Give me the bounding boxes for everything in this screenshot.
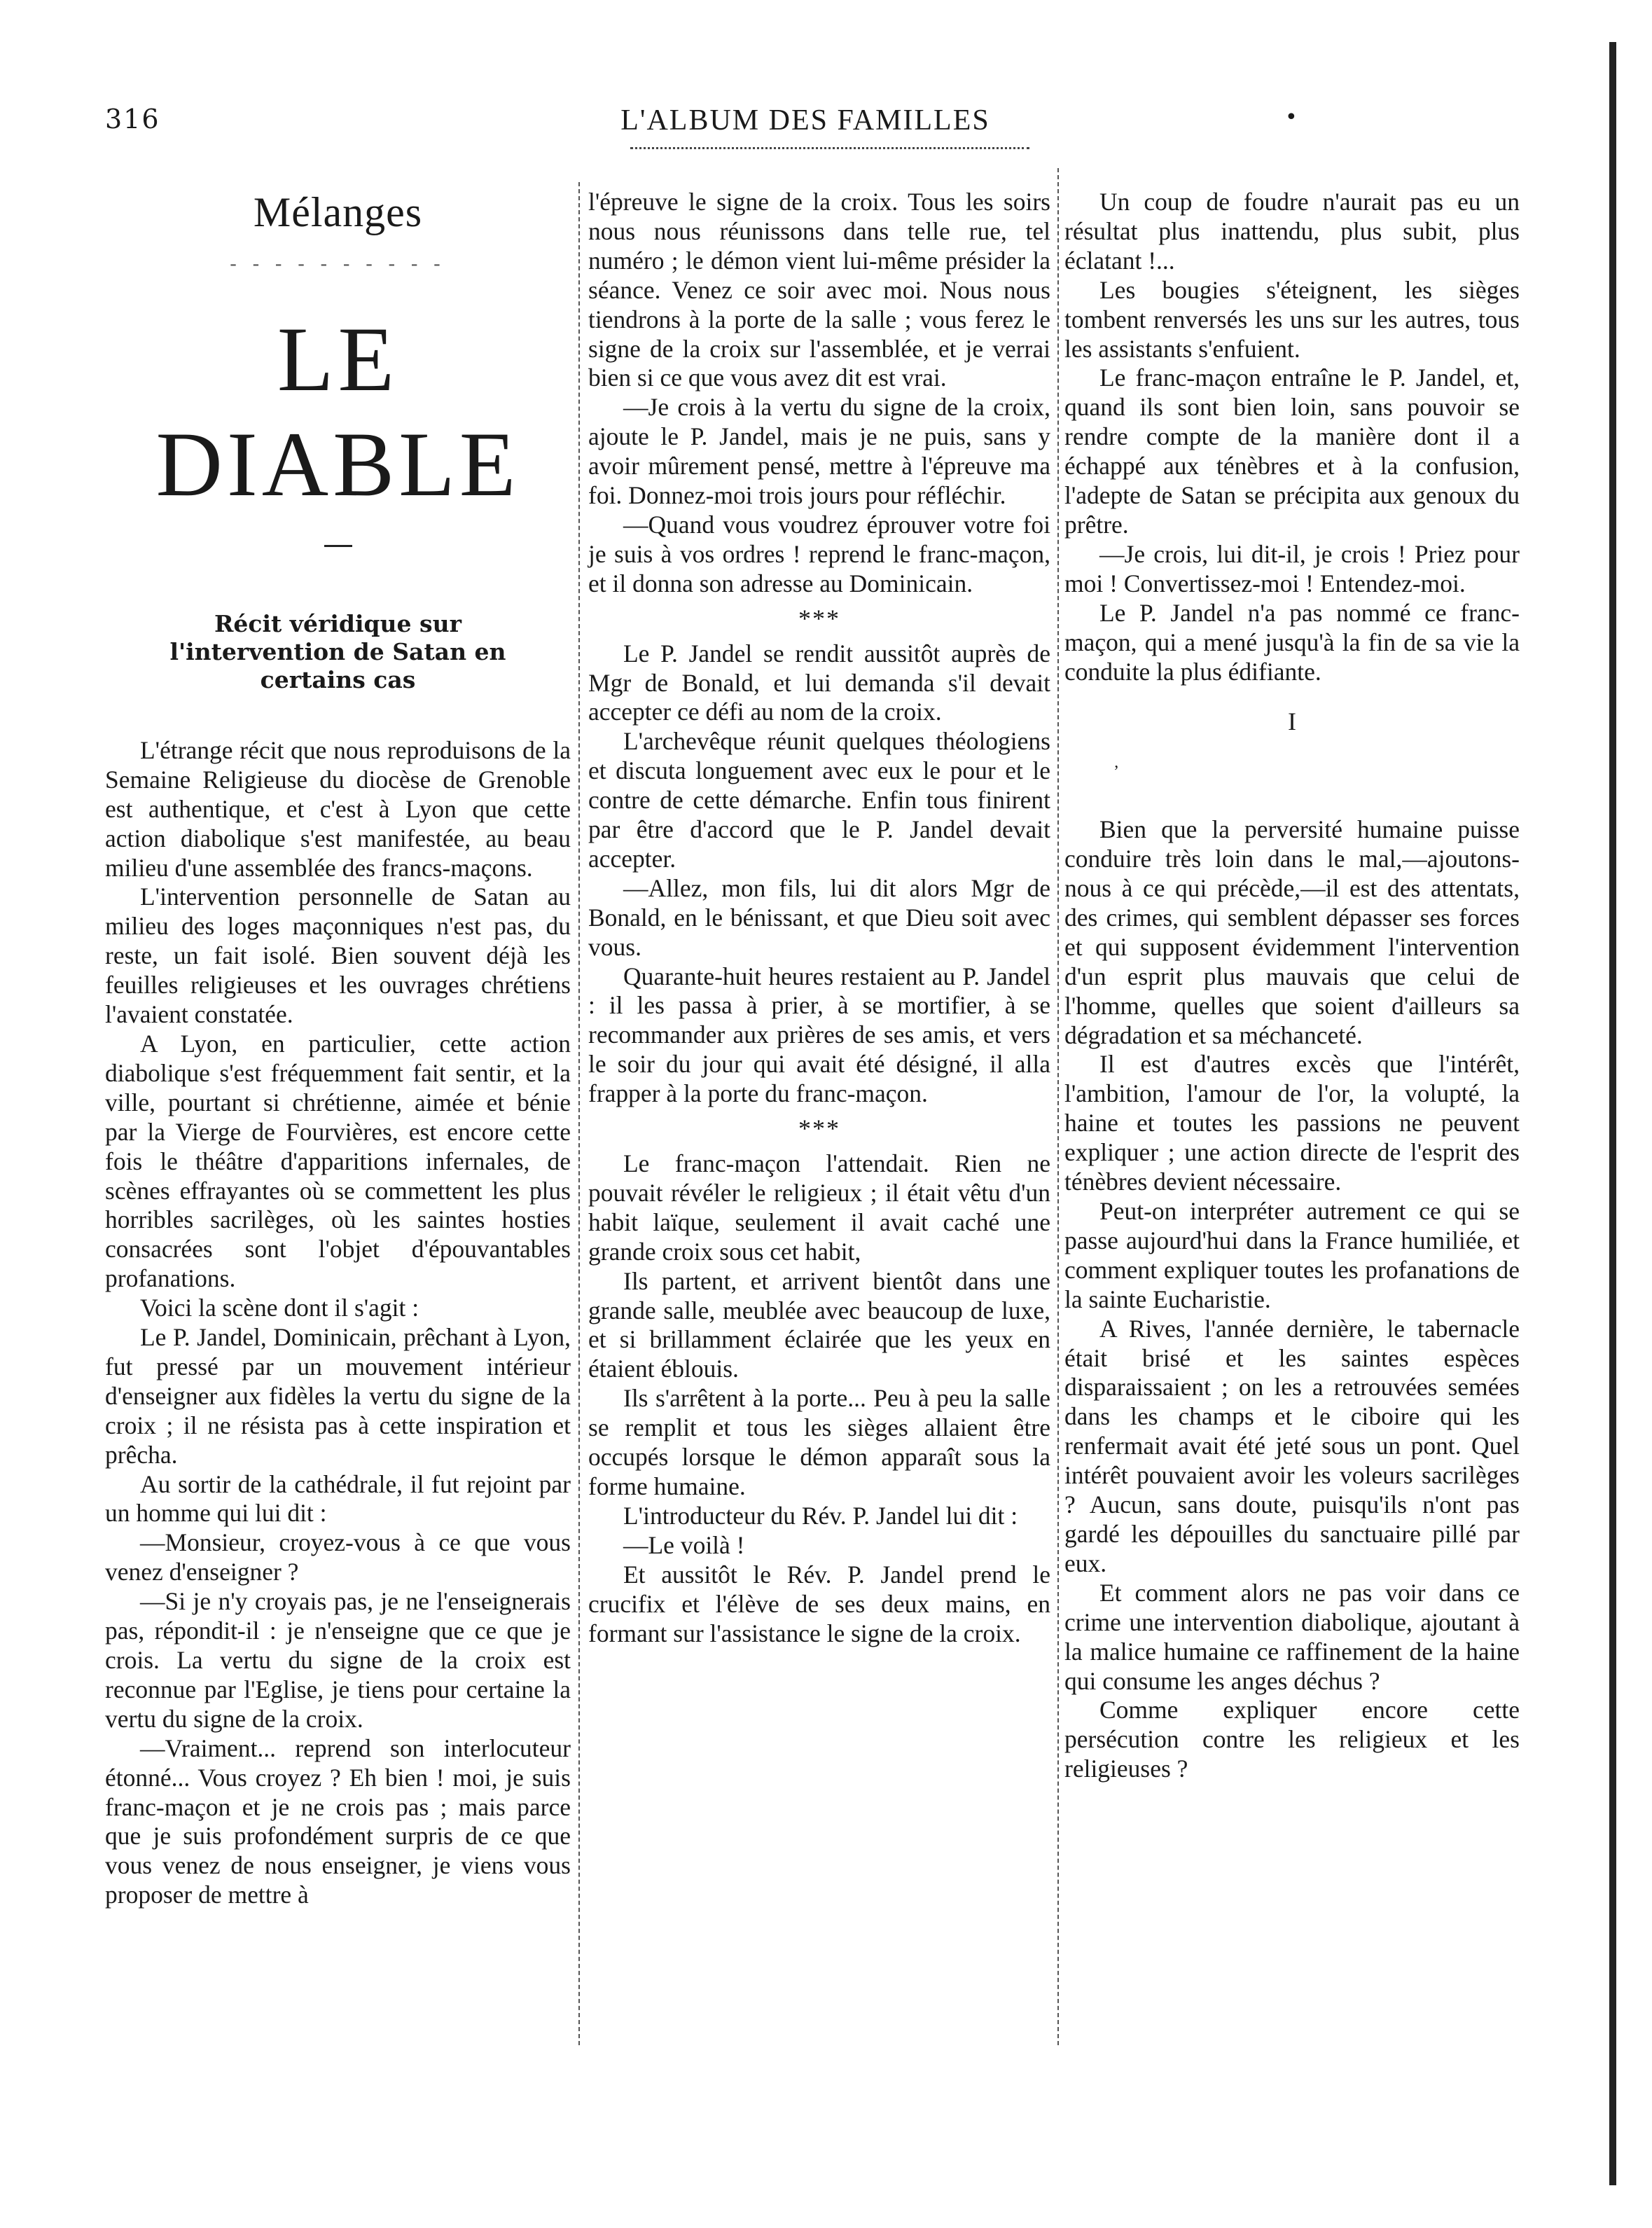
paragraph: Bien que la perversité humaine puisse conduire très loin dans le mal,—ajoutons-nous à ce qui précède,—il est des attentats, des crimes, qui semblent dépasser ses forces et qui supposent évidemment l'intervention d'un esprit plus mauvais que celui de l'homme, quelles que soient d'ailleurs sa dégradation et sa méchanceté.	[1064, 815, 1520, 1049]
paragraph: l'épreuve le signe de la croix. Tous les soirs nous nous réunissons dans telle rue, tel numéro ; le démon vient lui-même présider la séance. Venez ce soir avec moi. Nous nous tiendrons à la porte de la salle ; vous ferez le signe de la croix sur l'assemblée, et je verrai bien si ce que vous avez dit est vrai.	[588, 188, 1050, 392]
paragraph: Comme expliquer encore cette persécution contre les religieux et les religieuses ?	[1064, 1696, 1520, 1783]
paragraph: Le P. Jandel, Dominicain, prêchant à Lyon, fut pressé par un mouvement intérieur d'enseigner aux fidèles la vertu du signe de la croix ; il ne résista pas à cette inspiration et prêcha.	[105, 1323, 571, 1469]
paragraph: Le P. Jandel se rendit aussitôt auprès de Mgr de Bonald, et lui demanda s'il devait accepter ce défi au nom de la croix.	[588, 639, 1050, 726]
paragraph: Voici la scène dont il s'agit :	[140, 1294, 419, 1322]
column-rule-2	[1057, 168, 1059, 2045]
paragraph: —Le voilà !	[623, 1530, 745, 1559]
paragraph: Le P. Jandel n'a pas nommé ce franc-maçon, qui a mené jusqu'à la fin de sa vie la conduite la plus édifiante.	[1064, 598, 1520, 686]
paragraph: —Monsieur, croyez-vous à ce que vous venez d'enseigner ?	[105, 1528, 571, 1586]
section-break-stars: ***	[798, 1114, 840, 1143]
paragraph: Les bougies s'éteignent, les sièges tombent renversés les uns sur les autres, tous les assistants s'enfuient.	[1064, 275, 1520, 363]
paragraph: Ils partent, et arrivent bientôt dans une grande salle, meublée avec beaucoup de luxe, et si brillamment éclairée que les yeux en étaient éblouis.	[588, 1266, 1050, 1383]
paragraph: L'introducteur du Rév. P. Jandel lui dit :	[623, 1501, 1018, 1530]
paragraph: —Vraiment... reprend son interlocuteur étonné... Vous croyez ? Eh bien ! moi, je suis franc-maçon et je ne crois pas ; mais parce que je suis profondément surpris de ce que vous venez de nous enseigner, je viens vous proposer de mettre à	[105, 1734, 571, 1909]
paragraph: —Je crois à la vertu du signe de la croix, ajoute le P. Jandel, mais je ne puis, sans y avoir mûrement pensé, mettre à l'épreuve ma foi. Donnez-moi trois jours pour réfléchir.	[588, 393, 1050, 510]
paragraph: —Quand vous voudrez éprouver votre foi je suis à vos ordres ! reprend le franc-maçon, et il donna son adresse au Dominicain.	[588, 510, 1050, 597]
paragraph: A Rives, l'année dernière, le tabernacle était brisé et les saintes espèces disparaissaient ; on les a retrouvées semées dans les champs et le ciboire qui les renfermait avait été jeté sous un pont. Quel intérêt pouvaient avoir les voleurs sacrilèges ? Aucun, sans doute, puisqu'ils n'ont pas gardé les dépouilles du sanctuaire pillé par eux.	[1064, 1314, 1520, 1577]
paragraph: Peut-on interpréter autrement ce qui se passe aujourd'hui dans la France humiliée, et comment expliquer toutes les profanations de la sainte Eucharistie.	[1064, 1197, 1520, 1313]
paragraph: Au sortir de la cathédrale, il fut rejoint par un homme qui lui dit :	[105, 1469, 571, 1528]
title-rule	[324, 545, 352, 547]
paragraph: Le franc-maçon entraîne le P. Jandel, et, quand ils sont bien loin, sans pouvoir se rendre compte de la manière dont il a échappé aux ténèbres et à la confusion, l'adepte de Satan se précipita aux genoux du prêtre.	[1064, 364, 1520, 539]
section-number: I	[1288, 707, 1296, 736]
paragraph: Et aussitôt le Rév. P. Jandel prend le crucifix et l'élève de ses deux mains, en formant sur l'assistance le signe de la croix.	[588, 1560, 1050, 1647]
paragraph: A Lyon, en particulier, cette action diabolique s'est fréquemment fait sentir, et la ville, pourtant si chrétienne, aimée et bénie par la Vierge de Fourvières, est encore cette fois le théâtre d'apparitions infernales, de scènes effrayantes où se commettent les plus horribles sacrilèges, où les saintes hosties consacrées sont l'objet d'épouvantables profanations.	[105, 1029, 571, 1293]
paragraph: L'étrange récit que nous reproduisons de la Semaine Religieuse du diocèse de Grenoble est authentique, et c'est à Lyon que cette action diabolique s'est manifestée, au beau milieu d'une assemblée des francs-maçons.	[105, 735, 571, 882]
page-edge-line	[1609, 42, 1616, 2185]
paragraph: Un coup de foudre n'aurait pas eu un résultat plus inattendu, plus subit, plus éclatant !...	[1064, 188, 1520, 275]
article-subtitle: Récit véridique sur l'intervention de Satan en certains cas	[169, 609, 506, 693]
paragraph: L'intervention personnelle de Satan au milieu des loges maçonniques n'est pas, du reste, un fait isolé. Bien souvent déjà les feuilles religieuses et les ouvrages chrétiens l'avaient constatée.	[105, 883, 571, 1029]
column-2	[588, 188, 1050, 1648]
paragraph: —Je crois, lui dit-il, je crois ! Priez pour moi ! Convertissez-moi ! Entendez-moi.	[1064, 539, 1520, 597]
column-3	[1064, 188, 1520, 1784]
column-rule-1	[578, 182, 580, 2045]
paragraph: Ils s'arrêtent à la porte... Peu à peu la salle se remplit et tous les sièges allaient être occupés lorsque le démon apparaît sous la forme humaine.	[588, 1384, 1050, 1500]
stray-mark: ’	[1113, 763, 1119, 782]
paragraph: Quarante-huit heures restaient au P. Jandel : il les passa à prier, à se mortifier, à se recommander aux prières de ses amis, et vers le soir du jour qui avait été désigné, il alla frapper à la porte du franc-maçon.	[588, 962, 1050, 1108]
running-head: L'ALBUM DES FAMILLES	[620, 104, 990, 137]
paragraph: L'archevêque réunit quelques théologiens et discuta longuement avec eux le pour et le contre de cette démarche. Enfin tous finirent par être d'accord que le P. Jandel devait accepter.	[588, 727, 1050, 873]
head-mark: •	[1285, 105, 1298, 130]
paragraph: —Allez, mon fils, lui dit alors Mgr de Bonald, en le bénissant, et que Dieu soit avec vous.	[588, 873, 1050, 961]
section-rule: - - - - - - - - - -	[230, 253, 446, 275]
page-number: 316	[105, 104, 160, 134]
paragraph: Le franc-maçon l'attendait. Rien ne pouvait révéler le religieux ; il était vêtu d'un habit laïque, seulement il avait caché une grande croix sous cet habit,	[588, 1149, 1050, 1266]
paragraph: Il est d'autres excès que l'intérêt, l'ambition, l'amour de l'or, la volupté, la haine et toutes les passions ne peuvent expliquer ; une action directe de l'esprit des ténèbres devient nécessaire.	[1064, 1050, 1520, 1196]
column-1	[105, 188, 571, 1910]
head-rule	[630, 147, 1029, 149]
section-title: Mélanges	[253, 189, 423, 235]
paragraph: Et comment alors ne pas voir dans ce crime une intervention diabolique, ajoutant à la malice humaine ce raffinement de la haine qui consume les anges déchus ?	[1064, 1578, 1520, 1695]
article-title: LE DIABLE	[155, 307, 520, 516]
section-break-stars: ***	[798, 604, 840, 632]
paragraph: —Si je n'y croyais pas, je ne l'enseignerais pas, répondit-il : je n'enseigne que ce que je crois. La vertu du signe de la croix est reconnue par l'Eglise, je tiens pour certaine la vertu du signe de la croix.	[105, 1587, 571, 1733]
